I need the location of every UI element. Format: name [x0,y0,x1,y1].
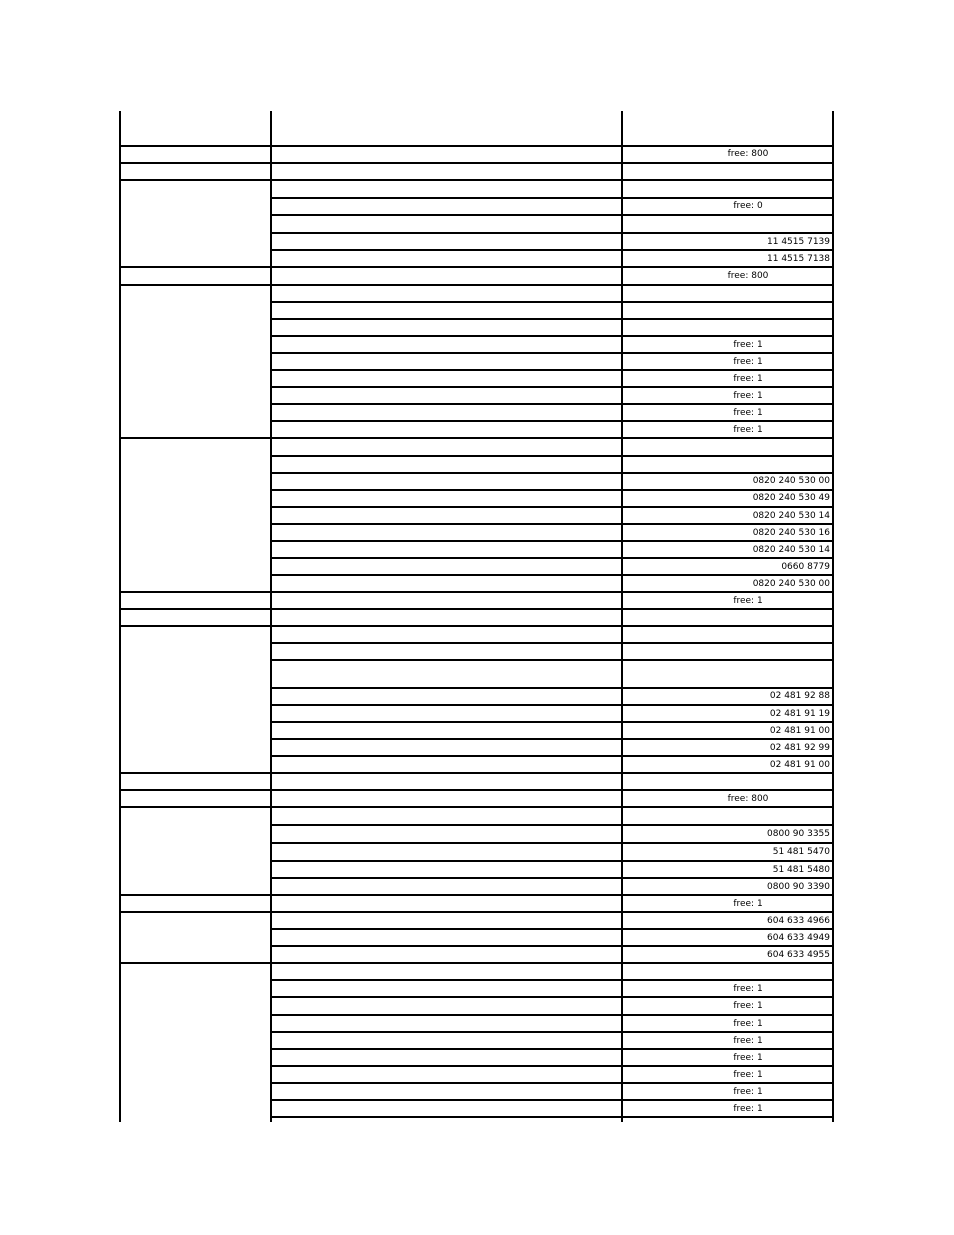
row-divider [119,145,834,147]
row-divider [270,996,834,998]
row-divider [119,179,834,181]
row-divider [270,335,834,337]
phone-value: free: 1 [733,1019,763,1029]
phone-value: 02 481 91 00 [769,760,830,770]
row-divider [270,721,834,723]
row-divider [270,489,834,491]
row-divider [270,842,834,844]
row-divider [270,1014,834,1016]
phone-value: 02 481 92 99 [769,743,830,753]
phone-value: free: 1 [733,984,763,994]
row-divider [270,1031,834,1033]
row-divider [270,557,834,559]
row-divider [119,591,834,593]
row-divider [270,386,834,388]
row-divider [119,284,834,286]
row-divider [270,301,834,303]
phone-value: free: 1 [733,1036,763,1046]
row-divider [119,625,834,627]
phone-value: free: 1 [733,1087,763,1097]
phone-value: free: 1 [733,357,763,367]
row-divider [119,437,834,439]
row-divider [270,1082,834,1084]
phone-value: 604 633 4966 [767,916,830,926]
row-divider [270,403,834,405]
row-divider [270,214,834,216]
phone-value: free: 1 [733,391,763,401]
phone-value: free: 800 [727,794,769,804]
phone-value: free: 1 [733,340,763,350]
phone-value: free: 0 [733,201,763,211]
phone-value: 0820 240 530 14 [752,511,830,521]
phone-value: 51 481 5480 [772,865,830,875]
row-divider [119,772,834,774]
contact-table [119,111,834,1122]
row-divider [119,911,834,913]
phone-value: free: 1 [733,1001,763,1011]
row-divider [270,945,834,947]
phone-value: 02 481 91 00 [769,726,830,736]
row-divider [119,806,834,808]
row-divider [270,687,834,689]
col-border-left [119,111,121,1122]
col-border-right [832,111,834,1122]
row-divider [270,659,834,661]
phone-value: 604 633 4949 [767,933,830,943]
row-divider [270,979,834,981]
row-divider [270,523,834,525]
row-divider [270,369,834,371]
phone-value: 02 481 92 88 [769,691,830,701]
phone-value: 0820 240 530 00 [752,579,830,589]
row-divider [270,704,834,706]
row-divider [270,420,834,422]
phone-value: 0820 240 530 14 [752,545,830,555]
phone-value: 0800 90 3355 [767,829,830,839]
row-divider [270,574,834,576]
row-divider [270,1099,834,1101]
row-divider [119,162,834,164]
row-divider [270,197,834,199]
phone-value: free: 800 [727,271,769,281]
row-divider [270,352,834,354]
row-divider [119,962,834,964]
row-divider [270,860,834,862]
row-divider [270,738,834,740]
phone-value: 0820 240 530 00 [752,476,830,486]
phone-value: 604 633 4955 [767,950,830,960]
phone-value: 11 4515 7139 [767,237,830,247]
phone-value: free: 800 [727,149,769,159]
row-divider [270,1116,834,1118]
phone-value: free: 1 [733,408,763,418]
phone-value: 51 481 5470 [772,847,830,857]
phone-value: 0820 240 530 49 [752,493,830,503]
row-divider [119,789,834,791]
phone-value: 0820 240 530 16 [752,528,830,538]
phone-value: free: 1 [733,899,763,909]
phone-value: 0660 8779 [781,562,830,572]
row-divider [270,506,834,508]
row-divider [270,249,834,251]
row-divider [119,608,834,610]
row-divider [270,472,834,474]
phone-value: free: 1 [733,596,763,606]
row-divider [270,1048,834,1050]
phone-value: 02 481 91 19 [769,709,830,719]
phone-value: 11 4515 7138 [767,254,830,264]
phone-value: free: 1 [733,374,763,384]
row-divider [270,1065,834,1067]
phone-value: free: 1 [733,1104,763,1114]
row-divider [270,232,834,234]
row-divider [119,266,834,268]
row-divider [270,540,834,542]
phone-value: 0800 90 3390 [767,882,830,892]
phone-value: free: 1 [733,1070,763,1080]
row-divider [270,642,834,644]
row-divider [270,755,834,757]
row-divider [270,824,834,826]
row-divider [270,928,834,930]
phone-value: free: 1 [733,1053,763,1063]
col-border-1 [270,111,272,1122]
row-divider [270,318,834,320]
phone-value: free: 1 [733,425,763,435]
row-divider [270,455,834,457]
row-divider [270,877,834,879]
row-divider [119,894,834,896]
